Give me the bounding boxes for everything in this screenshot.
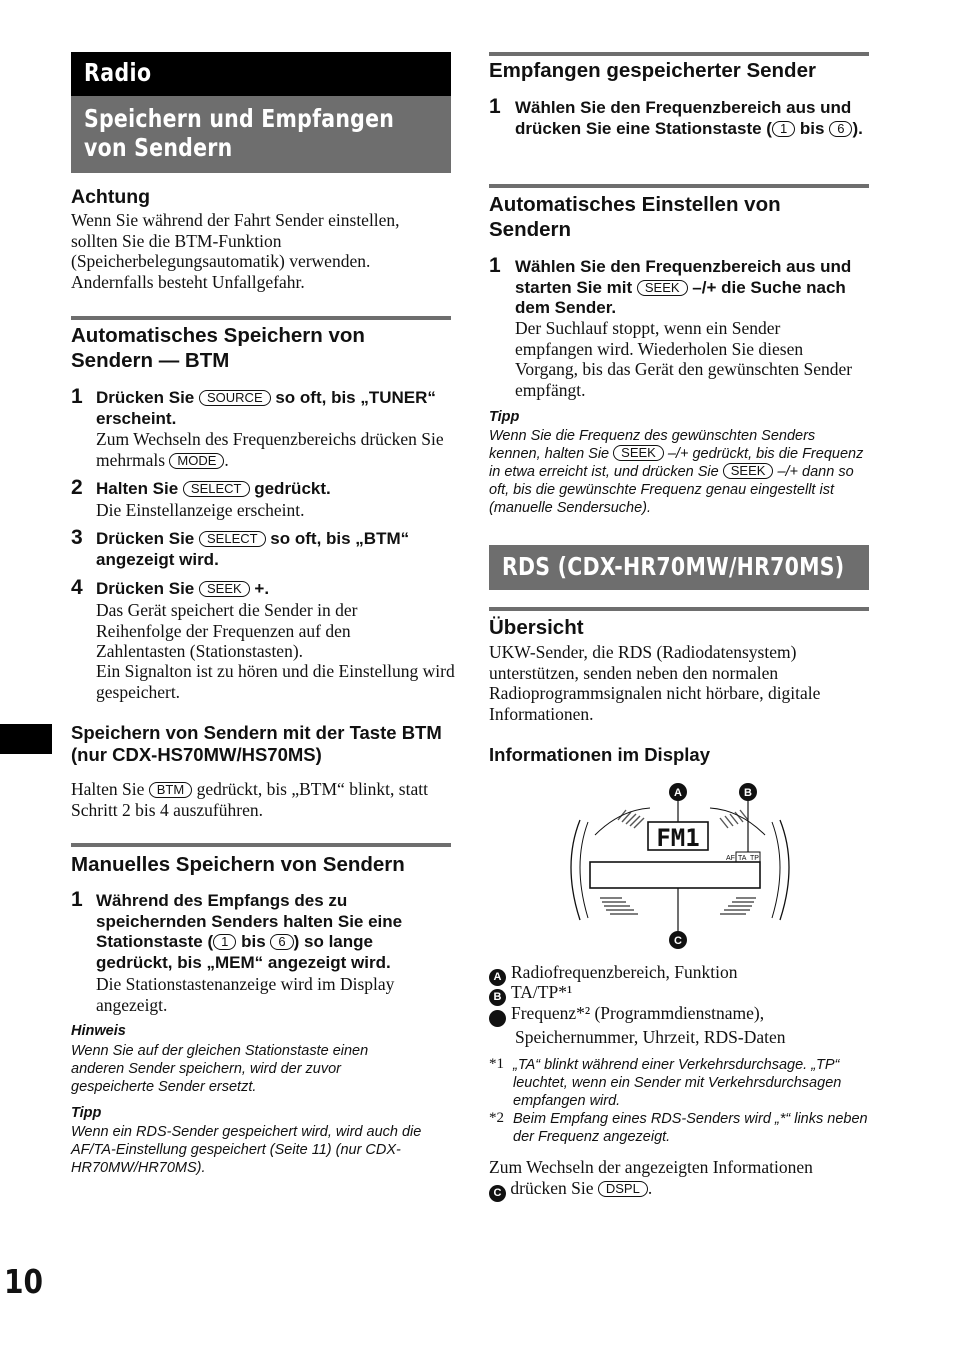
step-3-heading <box>96 529 446 570</box>
rds-title-bar <box>489 545 869 590</box>
achtung-heading: Achtung <box>71 186 151 208</box>
tipp-text: Wenn Sie die Frequenz des gewünschten Senders kennen, halten Sie <box>489 428 816 462</box>
divider <box>489 184 869 188</box>
preset-1-key: 1 <box>213 934 236 950</box>
legend-text: Radiofrequenzbereich, Funktion <box>511 962 738 982</box>
step-number: 1 <box>489 254 501 277</box>
divider <box>489 607 869 611</box>
receive-heading: Empfangen gespeicherter Sender <box>489 59 816 82</box>
btm-heading: Automatisches Speichern von Sendern — BTM <box>71 324 365 372</box>
manual-step-heading <box>96 891 451 973</box>
step-4-desc2: Ein Signalton ist zu hören und die Einstellung wird gespeichert. <box>96 661 455 702</box>
seek-key: SEEK <box>723 463 774 479</box>
step-text: so oft, bis „TUNER“ erscheint. <box>96 388 436 428</box>
rds-title: RDS (CDX-HR70MW/HR70MS) <box>502 552 845 581</box>
step-number: 1 <box>489 95 501 118</box>
switch-text-line1: Zum Wechseln der angezeigten Informationen <box>489 1157 813 1177</box>
step-number: 3 <box>71 526 83 549</box>
page-number: 10 <box>4 1262 44 1301</box>
btm-key: BTM <box>149 782 192 798</box>
source-key: SOURCE <box>199 390 271 406</box>
section-title: Radio <box>84 58 152 87</box>
section-subtitle: Speichern und Empfangen von Sendern <box>84 104 395 162</box>
btm-key-text <box>71 779 446 820</box>
achtung-text: Wenn Sie während der Fahrt Sender einstellen, sollten Sie die BTM-Funktion (Speicherbelegungsautomatik) verwenden. Andernfalls besteht Unfallgefahr. <box>71 210 400 292</box>
section-title-bar <box>71 52 451 96</box>
auto-tune-tipp-text <box>489 427 869 517</box>
legend-text: Frequenz*² (Programmdienstname), Speichernummer, Uhrzeit, RDS-Daten <box>511 1003 786 1047</box>
receive-step-heading <box>515 98 870 139</box>
callout-marker: A <box>489 969 506 986</box>
step-text: Wählen Sie den Frequenzbereich aus und starten Sie mit <box>515 257 852 297</box>
body-text: . <box>647 1178 653 1198</box>
step-number: 1 <box>71 385 83 408</box>
step-text: Wählen Sie den Frequenzbereich aus und drücken Sie eine Stationstaste ( <box>515 98 852 138</box>
divider <box>489 52 869 56</box>
step-text: Drücken Sie <box>96 388 199 407</box>
auto-tune-desc: Der Suchlauf stoppt, wenn ein Sender empfangen wird. Wiederholen Sie diesen Vorgang, bis das Gerät den gewünschten Sender empfängt. <box>515 318 853 400</box>
tipp-text: –/+ gedrückt, bis die Frequenz in etwa erreicht ist, und drücken Sie <box>489 446 864 480</box>
divider <box>71 843 451 847</box>
preset-6-key: 6 <box>270 934 293 950</box>
tipp-text: –/+ dann so oft, bis die gewünschte Frequenz genau eingestellt ist (manuelle Sendersuche). <box>489 464 854 516</box>
step-text: ). <box>852 118 863 138</box>
step-1-desc <box>96 429 451 470</box>
mode-key: MODE <box>169 453 224 469</box>
hinweis-text: Wenn Sie auf der gleichen Stationstaste einen anderen Sender speichern, wird der zuvor gespeicherte Sender ersetzt. <box>71 1043 369 1095</box>
step-text: Halten Sie <box>96 479 183 498</box>
seek-key: SEEK <box>613 445 664 461</box>
side-tab-marker <box>0 724 52 754</box>
step-number: 4 <box>71 576 83 599</box>
step-text: +. <box>249 579 270 598</box>
callout-marker: B <box>489 989 506 1006</box>
step-text: so oft, bis „BTM“ angezeigt wird. <box>96 529 410 569</box>
step-4-heading <box>96 579 446 600</box>
section-subtitle-bar <box>71 96 451 173</box>
tipp-label: Tipp <box>71 1105 102 1121</box>
step-4-desc: Das Gerät speichert die Sender in der Reihenfolge der Frequenzen auf den Zahlentasten (Stationstasten). <box>96 600 358 661</box>
footnote-text: Beim Empfang eines RDS-Senders wird „*“ links neben der Frequenz angezeigt. <box>513 1111 868 1145</box>
step-number: 2 <box>71 476 83 499</box>
select-key: SELECT <box>199 531 266 547</box>
display-segment-text: FM1 <box>656 824 700 852</box>
callout-c: C <box>674 935 682 947</box>
seek-key: SEEK <box>637 280 688 296</box>
step-text: bis <box>795 118 830 138</box>
footnote-mark: *2 <box>489 1110 504 1126</box>
select-key: SELECT <box>183 481 250 497</box>
step-text: bis <box>236 932 271 951</box>
manual-desc: Die Stationstastenanzeige wird im Display angezeigt. <box>96 974 395 1015</box>
switch-text-line2 <box>489 1178 869 1202</box>
dspl-key: DSPL <box>598 1181 648 1197</box>
tipp-label: Tipp <box>489 409 520 425</box>
step-text: –/+ die Suche nach dem Sender. <box>515 277 846 317</box>
legend-item <box>480 1003 845 1048</box>
step-1-heading <box>96 388 446 429</box>
step-2-heading <box>96 479 446 500</box>
auto-tune-step-heading <box>515 257 870 319</box>
overview-text: UKW-Sender, die RDS (Radiodatensystem) unterstützen, senden neben den normalen Radioprogrammsignalen nicht hörbare, digitale Informationen. <box>489 642 821 724</box>
overview-heading: Übersicht <box>489 616 584 639</box>
step-text: Drücken Sie <box>96 579 199 598</box>
step-text: Während des Empfangs des zu speichernden Senders halten Sie eine Stationstaste ( <box>96 891 403 951</box>
step-text: gedrückt. <box>249 479 331 498</box>
body-text: Halten Sie <box>71 779 149 799</box>
divider <box>71 316 451 320</box>
af-indicator: AF <box>726 855 735 862</box>
display-illustration <box>560 780 800 950</box>
tipp-text: Wenn ein RDS-Sender gespeichert wird, wird auch die AF/TA-Einstellung gespeichert (Seite 11) (nur CDX-HR70MW/HR70MS). <box>71 1124 422 1176</box>
step-2-desc: Die Einstellanzeige erscheint. <box>96 500 305 520</box>
btm-key-heading: Speichern von Sendern mit der Taste BTM (nur CDX-HS70MW/HS70MS) <box>71 722 442 765</box>
manual-heading: Manuelles Speichern von Sendern <box>71 853 405 876</box>
legend-text: TA/TP*¹ <box>511 982 573 1002</box>
step-text: ) so lange gedrückt, bis „MEM“ angezeigt wird. <box>96 932 391 972</box>
desc-text: . <box>224 449 229 470</box>
callout-a: A <box>674 787 682 799</box>
body-text: gedrückt, bis „BTM“ blinkt, statt Schritt 2 bis 4 auszuführen. <box>71 779 428 820</box>
desc-text: Zum Wechseln des Frequenzbereichs drücken Sie mehrmals <box>96 429 444 470</box>
callout-b: B <box>744 787 752 799</box>
footnote-mark: *1 <box>489 1056 504 1072</box>
ta-indicator: TA <box>738 855 747 862</box>
seek-key: SEEK <box>199 581 250 597</box>
callout-marker: C <box>489 1185 506 1202</box>
auto-tune-heading: Automatisches Einstellen von Sendern <box>489 193 781 241</box>
hinweis-label: Hinweis <box>71 1023 126 1039</box>
preset-1-key: 1 <box>772 121 795 137</box>
step-text: Drücken Sie <box>96 529 199 548</box>
footnote-text: „TA“ blinkt während einer Verkehrsdurchsage. „TP“ leuchtet, wenn ein Sender mit Verkehrsdurchsagen empfangen wird. <box>513 1057 842 1109</box>
display-info-heading: Informationen im Display <box>489 744 711 765</box>
preset-6-key: 6 <box>829 121 852 137</box>
callout-marker: C <box>489 1010 506 1027</box>
body-text: drücken Sie <box>506 1178 598 1198</box>
tp-indicator: TP <box>750 855 759 862</box>
step-number: 1 <box>71 888 83 911</box>
